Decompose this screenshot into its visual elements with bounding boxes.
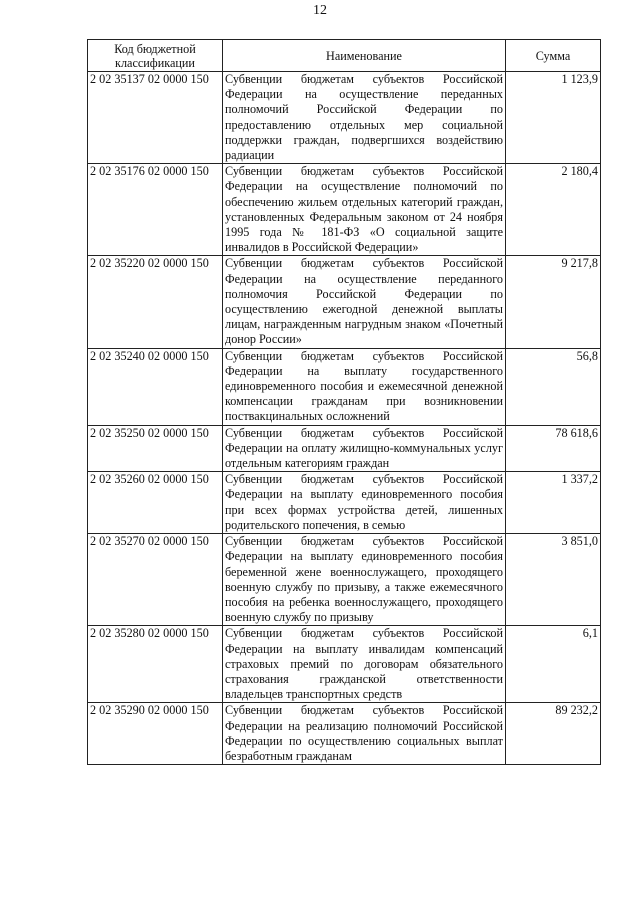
table-row — [88, 256, 601, 348]
row-name: Субвенции бюджетам субъектов Российской Федерации на осуществление переданных полномочий Российской Федерации по предоставлению отдельных мер социальной поддержки граждан, подвергшихся воздействию радиации — [223, 72, 506, 164]
table-row — [88, 626, 601, 703]
row-name: Субвенции бюджетам субъектов Российской Федерации на выплату государственного единовременного пособия и ежемесячной денежной компенсации гражданам при возникновении поствакцинальных осложнений — [223, 348, 506, 425]
page-number: 12 — [313, 3, 327, 18]
row-name: Субвенции бюджетам субъектов Российской Федерации на выплату единовременного пособия при всех формах устройства детей, лишенных родительского попечения, в семью — [223, 472, 506, 534]
row-name: Субвенции бюджетам субъектов Российской Федерации на выплату единовременного пособия беременной жене военнослужащего, проходящего военную службу по призыву, а также ежемесячного пособия на ребенка военнослужащего, проходящего военную службу по призыву — [223, 534, 506, 626]
row-sum: 1 337,2 — [506, 472, 601, 534]
row-sum: 89 232,2 — [506, 703, 601, 765]
table-row — [88, 425, 601, 472]
row-sum: 56,8 — [506, 348, 601, 425]
row-name: Субвенции бюджетам субъектов Российской Федерации на осуществление переданного полномочия Российской Федерации по осуществлению ежегодной денежной выплаты лицам, награжденным нагрудным знаком «Почетный донор России» — [223, 256, 506, 348]
row-code: 2 02 35220 02 0000 150 — [88, 256, 223, 348]
row-code: 2 02 35250 02 0000 150 — [88, 425, 223, 472]
row-code: 2 02 35270 02 0000 150 — [88, 534, 223, 626]
table-row — [88, 348, 601, 425]
row-name: Субвенции бюджетам субъектов Российской Федерации на реализацию полномочий Российской Федерации по осуществлению социальных выплат безработным гражданам — [223, 703, 506, 765]
row-sum: 3 851,0 — [506, 534, 601, 626]
row-name: Субвенции бюджетам субъектов Российской Федерации на осуществление полномочий по обеспечению жильем отдельных категорий граждан, установленных Федеральным законом от 24 ноября 1995 года № 181-ФЗ «О социальной защите инвалидов в Российской Федерации» — [223, 164, 506, 256]
row-code: 2 02 35260 02 0000 150 — [88, 472, 223, 534]
row-sum: 1 123,9 — [506, 72, 601, 164]
row-name: Субвенции бюджетам субъектов Российской Федерации на выплату инвалидам компенсаций страховых премий по договорам обязательного страхования гражданской ответственности владельцев транспортных средств — [223, 626, 506, 703]
table-header-row — [88, 40, 601, 72]
row-sum: 78 618,6 — [506, 425, 601, 472]
row-sum: 2 180,4 — [506, 164, 601, 256]
table-row — [88, 703, 601, 765]
row-sum: 6,1 — [506, 626, 601, 703]
row-name: Субвенции бюджетам субъектов Российской Федерации на оплату жилищно-коммунальных услуг отдельным категориям граждан — [223, 425, 506, 472]
header-code: Код бюджетной классификации — [88, 40, 223, 72]
row-code: 2 02 35290 02 0000 150 — [88, 703, 223, 765]
row-code: 2 02 35137 02 0000 150 — [88, 72, 223, 164]
header-sum: Сумма — [506, 40, 601, 72]
budget-table — [87, 39, 601, 765]
row-code: 2 02 35176 02 0000 150 — [88, 164, 223, 256]
table-row — [88, 534, 601, 626]
row-sum: 9 217,8 — [506, 256, 601, 348]
row-code: 2 02 35240 02 0000 150 — [88, 348, 223, 425]
row-code: 2 02 35280 02 0000 150 — [88, 626, 223, 703]
table-row — [88, 72, 601, 164]
table-row — [88, 164, 601, 256]
header-name: Наименование — [223, 40, 506, 72]
table-row — [88, 472, 601, 534]
